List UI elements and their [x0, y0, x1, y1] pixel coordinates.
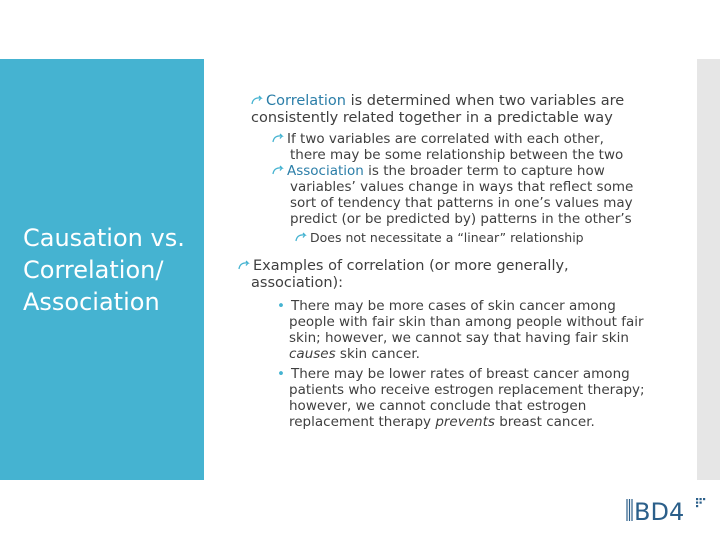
- bullet-dot-icon: •: [277, 298, 285, 314]
- subbullet-association-cont: [238, 179, 678, 227]
- bullet-text: sort of tendency that patterns in one’s values may: [290, 195, 633, 211]
- bd4-logo: [624, 495, 706, 525]
- example-skin-cancer: [238, 298, 678, 362]
- bullet-text: is determined when two variables are: [345, 93, 625, 109]
- logo-text: BD4: [634, 498, 685, 525]
- bullet-examples-cont: [238, 275, 678, 292]
- curved-arrow-icon: [251, 95, 264, 105]
- bullet-text: There may be more cases of skin cancer among: [290, 298, 616, 314]
- emphasis-causes: causes: [289, 346, 336, 362]
- bullet-text: is the broader term to capture how: [363, 163, 605, 179]
- bullet-text: skin; however, we cannot say that having fair skin: [289, 330, 629, 346]
- slide-title: Causation vs. Correlation/ Association: [23, 224, 185, 316]
- term-association: Association: [287, 163, 364, 179]
- example-breast-cancer: [238, 366, 678, 430]
- subbullet-correlated-cont: [238, 147, 678, 163]
- bullet-text: there may be some relationship between the two: [290, 147, 624, 163]
- curved-arrow-icon: [272, 133, 285, 143]
- bullet-text: association):: [251, 275, 344, 291]
- bullet-text: Does not necessitate a “linear” relationship: [310, 230, 584, 245]
- bullet-text: patients who receive estrogen replacement therapy;: [289, 382, 645, 398]
- right-edge-strip: [697, 59, 720, 480]
- bullet-examples: [238, 258, 678, 275]
- curved-arrow-icon: [238, 260, 251, 270]
- curved-arrow-icon: [272, 165, 285, 175]
- curved-arrow-icon: [295, 232, 308, 242]
- bullet-text: replacement therapy: [289, 414, 436, 430]
- subbullet-association: [238, 163, 678, 179]
- term-correlation: Correlation: [266, 93, 346, 109]
- bullet-text: If two variables are correlated with each other,: [287, 131, 604, 147]
- subbullet-correlated: [238, 131, 678, 147]
- bullet-dot-icon: •: [277, 366, 285, 382]
- bullet-text: Examples of correlation (or more generally,: [253, 258, 569, 274]
- bullet-text: however, we cannot conclude that estrogen: [289, 398, 587, 414]
- slide-content: [238, 93, 678, 430]
- bullet-text: predict (or be predicted by) patterns in the other’s: [290, 211, 632, 227]
- bullet-text: breast cancer.: [494, 414, 595, 430]
- bullet-text: skin cancer.: [335, 346, 420, 362]
- bullet-text: consistently related together in a predictable way: [251, 110, 613, 126]
- bullet-correlation: [238, 93, 678, 110]
- bullet-text: variables’ values change in ways that reflect some: [290, 179, 634, 195]
- bullet-correlation-cont: [238, 110, 678, 127]
- emphasis-prevents: prevents: [435, 414, 495, 430]
- subsubbullet-linear: [238, 230, 678, 246]
- bullet-text: There may be lower rates of breast cancer among: [290, 366, 630, 382]
- bullet-text: people with fair skin than among people without fair: [289, 314, 644, 330]
